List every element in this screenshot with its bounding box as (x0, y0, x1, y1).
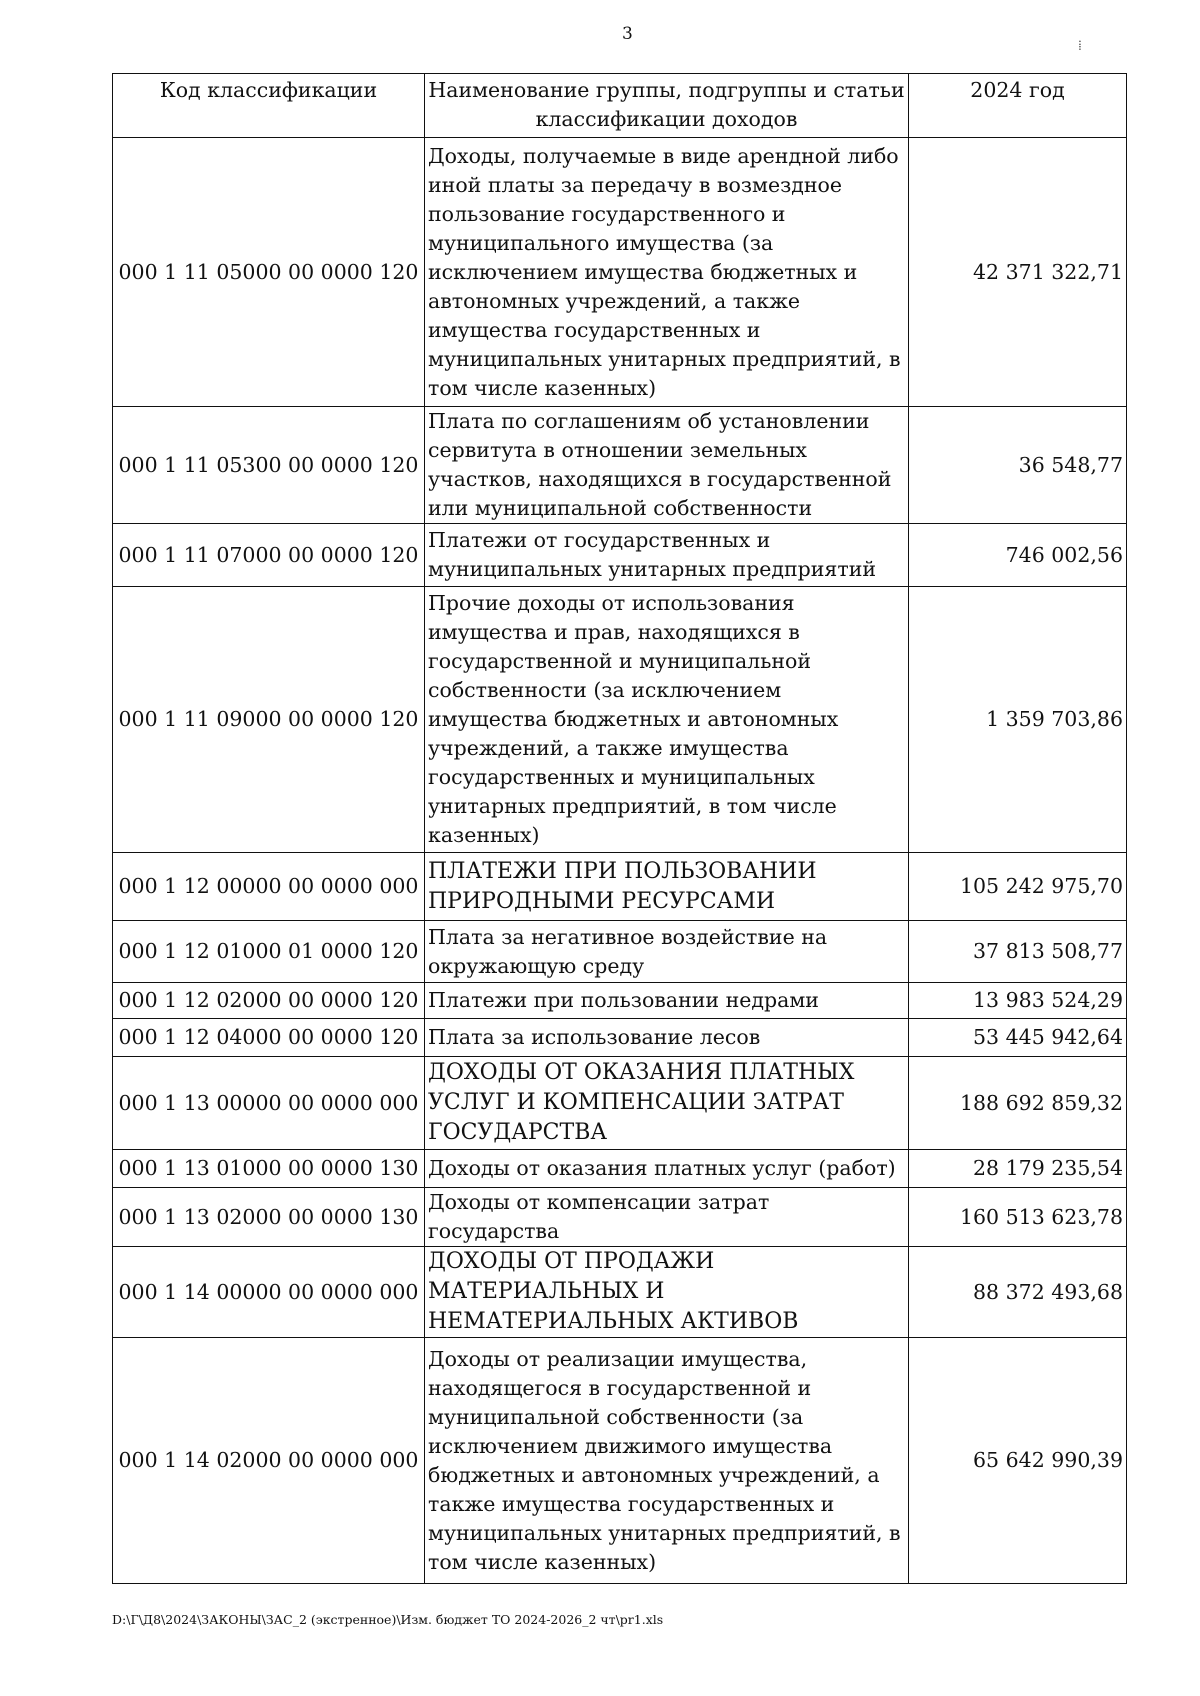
header-name: Наименование группы, подгруппы и статьи классификации доходов (425, 74, 909, 138)
table-row (113, 1057, 1127, 1150)
row-name: Плата за негативное воздействие на окружающую среду (425, 921, 909, 983)
row-amount: 746 002,56 (909, 524, 1127, 587)
row-amount: 160 513 623,78 (909, 1188, 1127, 1247)
table-row (113, 921, 1127, 983)
table-row (113, 138, 1127, 407)
row-amount: 65 642 990,39 (909, 1338, 1127, 1584)
row-amount: 105 242 975,70 (909, 853, 1127, 921)
row-code: 000 1 14 00000 00 0000 000 (113, 1247, 425, 1338)
table-row (113, 983, 1127, 1019)
table-row (113, 1247, 1127, 1338)
row-amount: 1 359 703,86 (909, 587, 1127, 853)
row-amount: 36 548,77 (909, 407, 1127, 524)
row-code: 000 1 12 00000 00 0000 000 (113, 853, 425, 921)
row-name: Плата по соглашениям об установлении сервитута в отношении земельных участков, находящихся в государственной или муниципальной собственности (425, 407, 909, 524)
row-amount: 42 371 322,71 (909, 138, 1127, 407)
scan-mark: ⁞ (1078, 38, 1082, 54)
row-name: ПЛАТЕЖИ ПРИ ПОЛЬЗОВАНИИ ПРИРОДНЫМИ РЕСУРСАМИ (425, 853, 909, 921)
row-code: 000 1 12 01000 01 0000 120 (113, 921, 425, 983)
table-row (113, 587, 1127, 853)
revenue-table-container (112, 73, 1126, 1584)
header-year: 2024 год (909, 74, 1127, 138)
row-amount: 37 813 508,77 (909, 921, 1127, 983)
table-header-row (113, 74, 1127, 138)
table-row (113, 1019, 1127, 1057)
row-amount: 13 983 524,29 (909, 983, 1127, 1019)
table-row (113, 853, 1127, 921)
row-name: Доходы, получаемые в виде арендной либо иной платы за передачу в возмездное пользование государственного и муниципального имущества (за исключением имущества бюджетных и автономных учреждений, а также имущества государственных и муниципальных унитарных предприятий, в том числе казенных) (425, 138, 909, 407)
file-path-footer: D:\Г\Д8\2024\ЗАКОНЫ\ЗАС_2 (экстренное)\Изм. бюджет ТО 2024-2026_2 чт\pr1.xls (112, 1612, 664, 1627)
row-name: Доходы от компенсации затрат государства (425, 1188, 909, 1247)
row-amount: 188 692 859,32 (909, 1057, 1127, 1150)
row-name: Прочие доходы от использования имущества и прав, находящихся в государственной и муниципальной собственности (за исключением имущества бюджетных и автономных учреждений, а также имущества государственных и муниципальных унитарных предприятий, в том числе казенных) (425, 587, 909, 853)
row-name: Платежи от государственных и муниципальных унитарных предприятий (425, 524, 909, 587)
row-name: Плата за использование лесов (425, 1019, 909, 1057)
table-row (113, 1188, 1127, 1247)
row-amount: 28 179 235,54 (909, 1150, 1127, 1188)
row-name: Доходы от реализации имущества, находящегося в государственной и муниципальной собственности (за исключением движимого имущества бюджетных и автономных учреждений, а также имущества государственных и муниципальных унитарных предприятий, в том числе казенных) (425, 1338, 909, 1584)
row-code: 000 1 12 02000 00 0000 120 (113, 983, 425, 1019)
header-code: Код классификации (113, 74, 425, 138)
row-name: ДОХОДЫ ОТ ПРОДАЖИ МАТЕРИАЛЬНЫХ И НЕМАТЕРИАЛЬНЫХ АКТИВОВ (425, 1247, 909, 1338)
table-row (113, 407, 1127, 524)
row-code: 000 1 11 07000 00 0000 120 (113, 524, 425, 587)
row-amount: 53 445 942,64 (909, 1019, 1127, 1057)
row-code: 000 1 13 02000 00 0000 130 (113, 1188, 425, 1247)
row-name: ДОХОДЫ ОТ ОКАЗАНИЯ ПЛАТНЫХ УСЛУГ И КОМПЕНСАЦИИ ЗАТРАТ ГОСУДАРСТВА (425, 1057, 909, 1150)
row-code: 000 1 11 09000 00 0000 120 (113, 587, 425, 853)
row-name: Платежи при пользовании недрами (425, 983, 909, 1019)
row-code: 000 1 11 05000 00 0000 120 (113, 138, 425, 407)
row-amount: 88 372 493,68 (909, 1247, 1127, 1338)
row-code: 000 1 14 02000 00 0000 000 (113, 1338, 425, 1584)
row-code: 000 1 12 04000 00 0000 120 (113, 1019, 425, 1057)
table-row (113, 1338, 1127, 1584)
row-code: 000 1 13 00000 00 0000 000 (113, 1057, 425, 1150)
revenue-table (112, 73, 1127, 1584)
table-row (113, 1150, 1127, 1188)
page-number: 3 (622, 24, 633, 44)
table-row (113, 524, 1127, 587)
row-code: 000 1 13 01000 00 0000 130 (113, 1150, 425, 1188)
row-code: 000 1 11 05300 00 0000 120 (113, 407, 425, 524)
row-name: Доходы от оказания платных услуг (работ) (425, 1150, 909, 1188)
